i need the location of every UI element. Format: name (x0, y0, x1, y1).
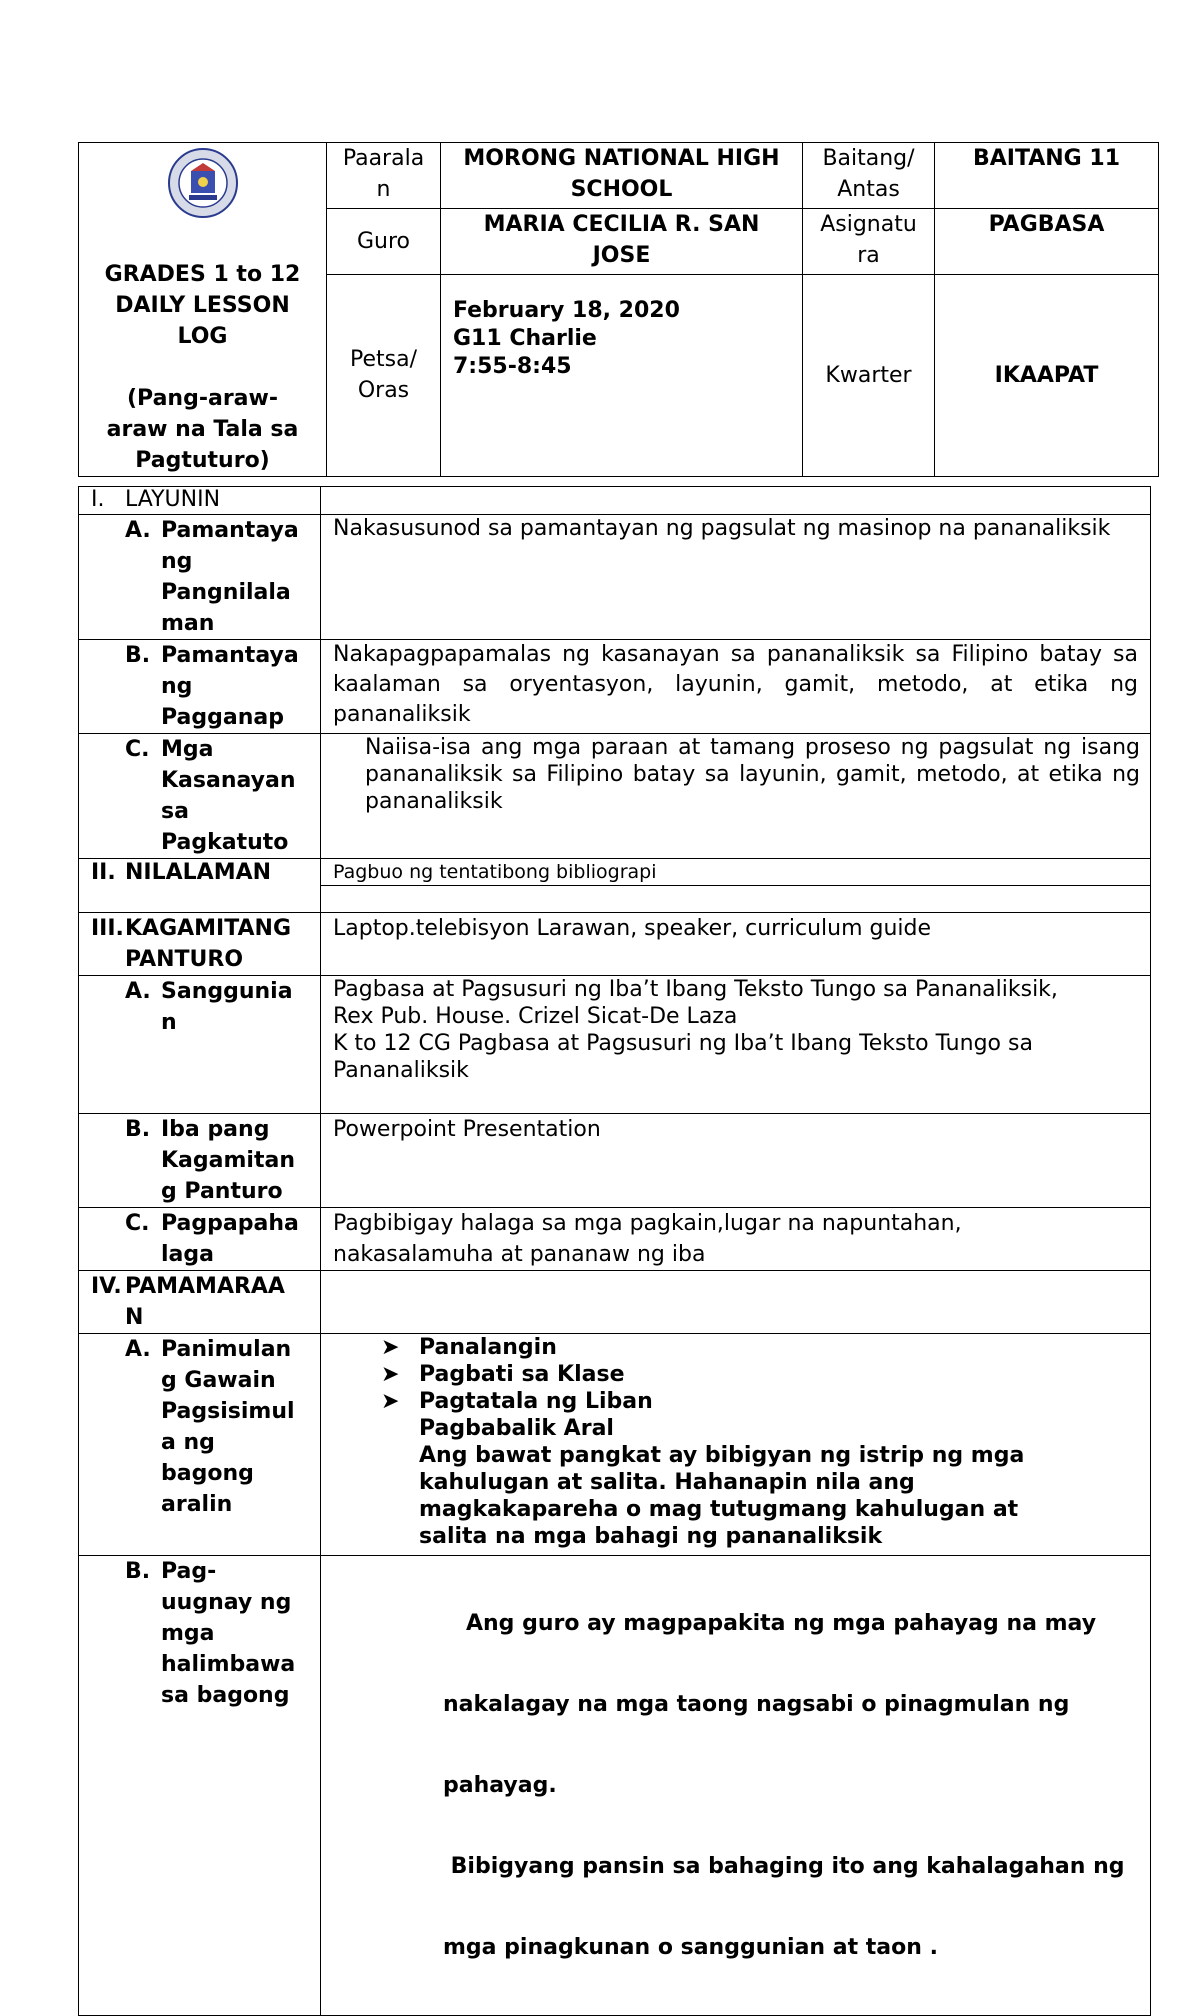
teacher-value: MARIA CECILIA R. SAN JOSE (441, 208, 803, 274)
arrow-bullet-icon: ➤ (381, 1335, 400, 1360)
arrow-bullet-icon: ➤ (381, 1389, 400, 1414)
section-layunin: I. LAYUNIN (79, 487, 321, 515)
quarter-value: IKAAPAT (935, 274, 1159, 477)
section-row (79, 640, 1151, 734)
school-label: Paarala n (327, 143, 441, 209)
title-cell (79, 143, 327, 477)
subject-value: PAGBASA (935, 208, 1159, 274)
section-row (79, 1556, 1151, 2016)
subject-label: Asignatu ra (803, 208, 935, 274)
label-pamantayan-pangnilalaman: A. Pamantaya ng Pangnilala man (79, 515, 321, 640)
label-pamantayan-pagganap: B. Pamantaya ng Pagganap (79, 640, 321, 734)
content-panimulang-gawain (321, 1334, 1151, 1556)
content-pagpapahalaga: Pagbibigay halaga sa mga pagkain,lugar na napuntahan, nakasalamuha at pananaw ng iba (321, 1208, 1151, 1271)
title-line: GRADES 1 to 12 (104, 262, 301, 287)
section-row (79, 515, 1151, 640)
section-row (79, 487, 1151, 515)
section-nilalaman: II. NILALAMAN (79, 859, 321, 913)
section-kagamitan: III. KAGAMITANG PANTURO (79, 913, 321, 976)
title-line: LOG (177, 324, 228, 349)
content-iba-pang-kagamitan: Powerpoint Presentation (321, 1114, 1151, 1208)
grade-value: BAITANG 11 (935, 143, 1159, 209)
content-sanggunian: Pagbasa at Pagsusuri ng Iba’t Ibang Teksto Tungo sa Pananaliksik, Rex Pub. House. Crizel Sicat-De Laza K to 12 CG Pagbasa at Pagsusuri ng Iba’t Ibang Teksto Tungo sa Pananaliksik (321, 976, 1151, 1114)
activity-list (321, 1334, 1150, 1415)
empty-cell (321, 1271, 1151, 1334)
review-text: Pagbabalik Aral Ang bawat pangkat ay bibigyan ng istrip ng mga kahulugan at salita. Hahanapin nila ang magkakapareha o mag tutugmang kahulugan at salita na mga bahagi ng pananaliksik (419, 1416, 1025, 1549)
quarter-label: Kwarter (803, 274, 935, 477)
content-pamantayan-pagganap: Nakapagpapamalas ng kasanayan sa pananaliksik sa Filipino batay sa kaalaman sa oryentasyon, layunin, gamit, metodo, at etika ng pananaliksik (321, 640, 1151, 734)
section-row (79, 976, 1151, 1114)
list-item: ➤ Pagbati sa Klase (381, 1362, 625, 1387)
label-iba-pang-kagamitan: B. Iba pang Kagamitan g Panturo (79, 1114, 321, 1208)
arrow-bullet-icon: ➤ (381, 1362, 400, 1387)
title-line: DAILY LESSON (115, 293, 290, 318)
section-row (79, 1334, 1151, 1556)
section-row (79, 1271, 1151, 1334)
label-pag-uugnay: B. Pag- uugnay ng mga halimbawa sa bagong (79, 1556, 321, 2016)
datetime-label: Petsa/ Oras (327, 274, 441, 477)
school-value: MORONG NATIONAL HIGH SCHOOL (441, 143, 803, 209)
subtitle-line: Pagtuturo) (135, 448, 270, 473)
empty-cell (321, 886, 1151, 913)
section-row (79, 859, 1151, 886)
content-pamantayan-pangnilalaman: Nakasusunod sa pamantayan ng pagsulat ng masinop na pananaliksik (321, 515, 1151, 640)
grade-label: Baitang/ Antas (803, 143, 935, 209)
content-kagamitan: Laptop.telebisyon Larawan, speaker, curriculum guide (321, 913, 1151, 976)
list-item: ➤ Panalangin (381, 1335, 557, 1360)
list-item: ➤ Pagtatala ng Liban (381, 1389, 653, 1414)
subtitle-line: (Pang-araw- (127, 386, 278, 411)
content-nilalaman: Pagbuo ng tentatibong bibliograpi (321, 859, 1151, 886)
teacher-label: Guro (327, 208, 441, 274)
subtitle-line: araw na Tala sa (106, 417, 299, 442)
section-pamamaraan: IV. PAMAMARAA N (79, 1271, 321, 1334)
lesson-table (78, 486, 1151, 2016)
section-row (79, 1114, 1151, 1208)
section-row (79, 734, 1151, 859)
label-kasanayan: C. Mga Kasanayan sa Pagkatuto (79, 734, 321, 859)
label-panimulang-gawain: A. Panimulan g Gawain Pagsisimul a ng bagong aralin (79, 1334, 321, 1556)
content-kasanayan: Naiisa-isa ang mga paraan at tamang proseso ng pagsulat ng isang pananaliksik sa Filipino batay sa layunin, gamit, metodo, at etika ng pananaliksik (321, 734, 1151, 859)
label-pagpapahalaga: C. Pagpapaha laga (79, 1208, 321, 1271)
content-pag-uugnay: Ang guro ay magpapakita ng mga pahayag na may nakalagay na mga taong nagsabi o pinagmulan ng pahayag. Bibigyang pansin sa bahaging ito ang kahalagahan ng mga pinagkunan o sanggunian at taon . (321, 1556, 1151, 2016)
deped-seal-icon (79, 143, 326, 231)
empty-cell (321, 487, 1151, 515)
label-sanggunian: A. Sanggunia n (79, 976, 321, 1114)
section-row (79, 1208, 1151, 1271)
header-table (78, 142, 1159, 477)
section-row (79, 913, 1151, 976)
datetime-value: February 18, 2020 G11 Charlie 7:55-8:45 (441, 274, 803, 477)
